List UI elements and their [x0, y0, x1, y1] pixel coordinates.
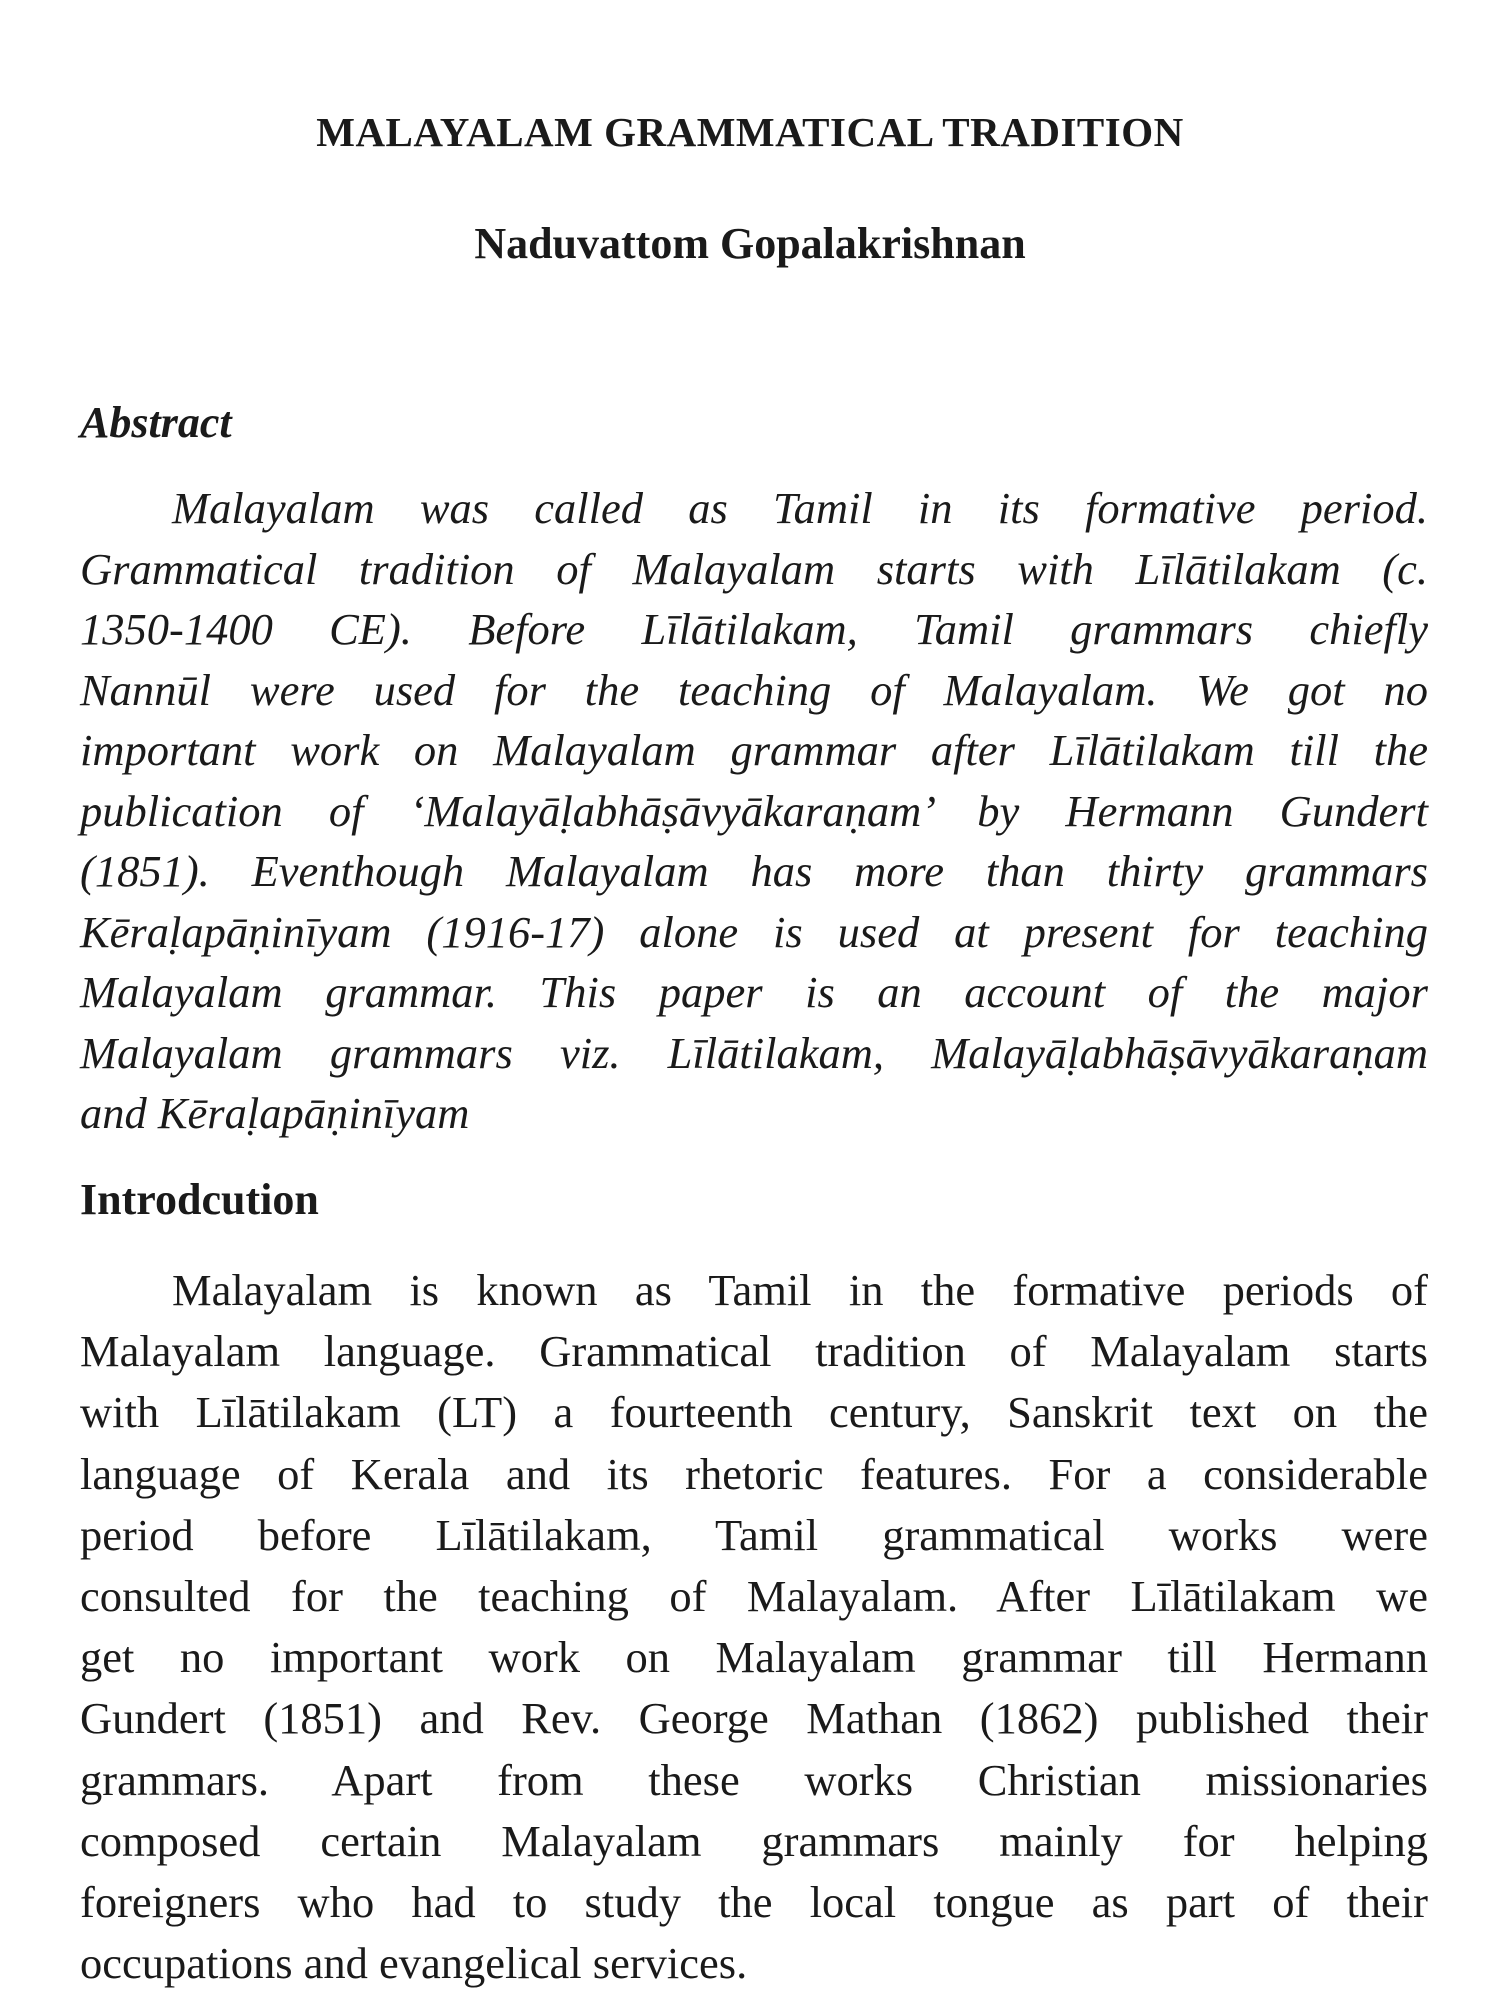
abstract-line: Malayalam grammars viz. Līlātilakam, Malayāḷabhāṣāvyākaraṇam: [80, 1027, 1428, 1078]
introduction-line: foreigners who had to study the local tongue as part of their: [80, 1876, 1428, 1927]
paper-title: MALAYALAM GRAMMATICAL TRADITION: [316, 109, 1184, 155]
author-name: Naduvattom Gopalakrishnan: [474, 219, 1026, 268]
introduction-line: consulted for the teaching of Malayalam. After Līlātilakam we: [80, 1570, 1428, 1621]
abstract-line: Nannūl were used for the teaching of Malayalam. We got no: [80, 664, 1428, 715]
introduction-line: with Līlātilakam (LT) a fourteenth century, Sanskrit text on the: [80, 1387, 1428, 1438]
abstract-line: Grammatical tradition of Malayalam starts with Līlātilakam (c.: [80, 543, 1428, 594]
abstract-line: Kēraḷapāṇinīyam (1916-17) alone is used at present for teaching: [80, 906, 1428, 957]
abstract-line: Malayalam was called as Tamil in its formative period.: [172, 483, 1428, 533]
introduction-line: Malayalam language. Grammatical tradition of Malayalam starts: [80, 1326, 1428, 1377]
abstract-heading: Abstract: [80, 398, 232, 447]
introduction-line: period before Līlātilakam, Tamil grammatical works were: [80, 1509, 1428, 1560]
introduction-line: language of Kerala and its rhetoric features. For a considerable: [80, 1448, 1428, 1499]
abstract-line: (1851). Eventhough Malayalam has more than thirty grammars: [80, 846, 1428, 896]
introduction-line: get no important work on Malayalam grammar till Hermann: [80, 1632, 1428, 1683]
abstract-line: and Kēraḷapāṇinīyam: [80, 1088, 470, 1138]
introduction-line: composed certain Malayalam grammars mainly for helping: [80, 1815, 1428, 1866]
introduction-line: Malayalam is known as Tamil in the formative periods of: [172, 1265, 1428, 1315]
abstract-line: publication of ‘Malayāḷabhāṣāvyākaraṇam’ by Hermann Gundert: [80, 785, 1428, 836]
introduction-heading: Introdcution: [80, 1175, 319, 1224]
abstract-line: important work on Malayalam grammar after Līlātilakam till the: [80, 725, 1428, 775]
introduction-paragraph: [80, 1260, 1428, 1994]
introduction-line: occupations and evangelical services.: [80, 1938, 748, 1989]
abstract-paragraph: [80, 478, 1428, 1144]
introduction-line: grammars. Apart from these works Christian missionaries: [80, 1754, 1428, 1805]
introduction-line: Gundert (1851) and Rev. George Mathan (1862) published their: [80, 1693, 1428, 1744]
abstract-line: Malayalam grammar. This paper is an account of the major: [80, 967, 1428, 1017]
abstract-line: 1350-1400 CE). Before Līlātilakam, Tamil grammars chiefly: [80, 604, 1428, 654]
